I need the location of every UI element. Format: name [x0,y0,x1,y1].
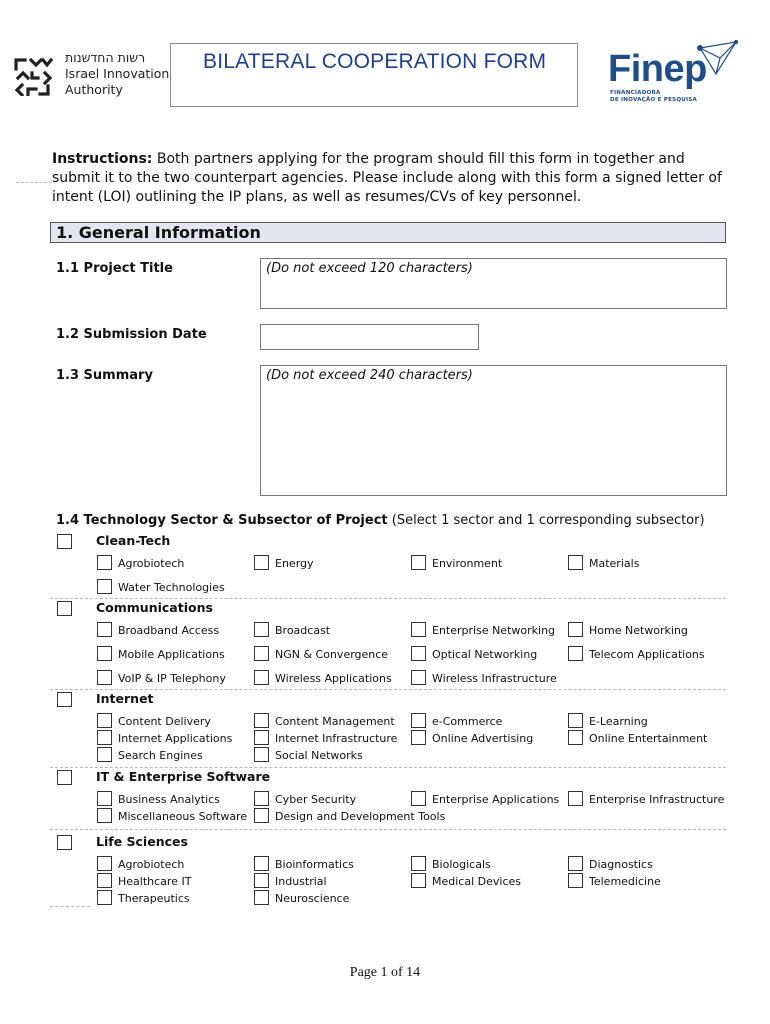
subsector-checkbox[interactable] [97,747,112,762]
subsector-label: Wireless Infrastructure [432,672,557,685]
subsector-checkbox[interactable] [97,713,112,728]
subsector-checkbox[interactable] [411,713,426,728]
page-number: Page 1 of 14 [349,965,421,980]
section-1-title: 1. General Information [56,223,261,242]
subsector-checkbox[interactable] [254,791,269,806]
subsector-checkbox[interactable] [568,856,583,871]
subsector-label: Telemedicine [589,875,661,888]
subsector-label: Healthcare IT [118,875,192,888]
subsector-label: Water Technologies [118,581,225,594]
subsector-label: Search Engines [118,749,203,762]
subsector-checkbox[interactable] [411,730,426,745]
sector-divider [50,689,726,690]
iia-hebrew-name: רשות החדשנות [65,50,146,65]
subsector-checkbox[interactable] [254,873,269,888]
subsector-checkbox[interactable] [254,730,269,745]
subsector-checkbox[interactable] [97,555,112,570]
summary-input[interactable] [260,365,727,496]
sector-divider [50,767,726,768]
instructions-text: Both partners applying for the program should fill this form in together and submit it to the two counterpart agencies. Please include along with this form a signed letter of intent (LOI) outlining the IP plans, as well as resumes/CVs of key personnel. [52,151,722,205]
subsector-checkbox[interactable] [254,890,269,905]
subsector-label: Agrobiotech [118,858,185,871]
finep-subtitle [610,90,697,104]
subsector-label: E-Learning [589,715,648,728]
sector-label-communications: Communications [96,600,213,615]
sector-checkbox-life-sciences[interactable] [57,835,72,850]
subsector-checkbox[interactable] [568,555,583,570]
subsector-checkbox[interactable] [411,873,426,888]
finep-wordmark: Finep [608,48,707,90]
subsector-label: Content Management [275,715,395,728]
subsector-checkbox[interactable] [411,622,426,637]
subsector-checkbox[interactable] [97,670,112,685]
subsector-label: Internet Infrastructure [275,732,398,745]
subsector-checkbox[interactable] [411,555,426,570]
subsector-checkbox[interactable] [411,791,426,806]
subsector-label: Environment [432,557,503,570]
project-title-label: 1.1 Project Title [56,261,173,276]
subsector-checkbox[interactable] [97,730,112,745]
subsector-label: Materials [589,557,640,570]
subsector-label: e-Commerce [432,715,503,728]
subsector-label: Telecom Applications [589,648,705,661]
subsector-label: Enterprise Applications [432,793,560,806]
sector-label-life-sciences: Life Sciences [96,834,188,849]
subsector-checkbox[interactable] [254,713,269,728]
sector-label-it-enterprise-software: IT & Enterprise Software [96,769,271,784]
margin-dash [16,182,52,183]
tech-sector-note: (Select 1 sector and 1 corresponding subsector) [387,513,705,528]
subsector-label: Enterprise Networking [432,624,556,637]
sector-checkbox-internet[interactable] [57,692,72,707]
subsector-checkbox[interactable] [411,646,426,661]
subsector-checkbox[interactable] [411,670,426,685]
subsector-label: Diagnostics [589,858,653,871]
iia-logo-text [65,50,169,98]
subsector-checkbox[interactable] [411,856,426,871]
submission-date-label: 1.2 Submission Date [56,327,207,342]
subsector-label: Energy [275,557,314,570]
subsector-label: Home Networking [589,624,688,637]
subsector-label: Bioinformatics [275,858,354,871]
summary-label: 1.3 Summary [56,368,153,383]
sector-label-internet: Internet [96,691,154,706]
subsector-label: Business Analytics [118,793,220,806]
iia-name-line1: Israel Innovation [65,66,170,81]
subsector-checkbox[interactable] [254,747,269,762]
subsector-checkbox[interactable] [254,670,269,685]
subsector-label: Broadcast [275,624,331,637]
subsector-checkbox[interactable] [254,808,269,823]
iia-name-line2: Authority [65,82,123,97]
subsector-label: Online Advertising [432,732,534,745]
subsector-label: Wireless Applications [275,672,392,685]
tech-sector-label: 1.4 Technology Sector & Subsector of Project [56,513,388,528]
subsector-checkbox[interactable] [568,713,583,728]
subsector-checkbox[interactable] [97,622,112,637]
instructions-paragraph [52,150,732,207]
subsector-checkbox[interactable] [568,791,583,806]
subsector-checkbox[interactable] [97,579,112,594]
sector-divider [50,829,726,830]
subsector-label: Online Entertainment [589,732,708,745]
subsector-label: Mobile Applications [118,648,225,661]
subsector-checkbox[interactable] [568,646,583,661]
subsector-checkbox[interactable] [97,808,112,823]
subsector-label: Optical Networking [432,648,538,661]
subsector-label: Cyber Security [275,793,357,806]
subsector-label: Social Networks [275,749,363,762]
subsector-label: VoIP & IP Telephony [118,672,226,685]
finep-sub-line2: DE INOVAÇÃO E PESQUISA [610,97,698,103]
sector-divider [50,906,90,907]
subsector-checkbox[interactable] [254,856,269,871]
subsector-checkbox[interactable] [254,555,269,570]
iia-logo-mark-icon [14,56,54,96]
subsector-checkbox[interactable] [568,730,583,745]
project-title-hint: (Do not exceed 120 characters) [266,261,473,276]
sector-checkbox-communications[interactable] [57,601,72,616]
subsector-label: Design and Development Tools [275,810,446,823]
subsector-label: Neuroscience [275,892,350,905]
subsector-label: Internet Applications [118,732,233,745]
subsector-label: Agrobiotech [118,557,185,570]
subsector-checkbox[interactable] [568,873,583,888]
summary-hint: (Do not exceed 240 characters) [266,368,473,383]
submission-date-input[interactable] [260,324,479,350]
sector-checkbox-it-enterprise-software[interactable] [57,770,72,785]
tech-sector-heading [56,513,705,528]
subsector-label: Content Delivery [118,715,211,728]
subsector-checkbox[interactable] [97,856,112,871]
sector-divider [50,598,726,599]
subsector-checkbox[interactable] [97,890,112,905]
instructions-lead: Instructions: [52,151,153,167]
subsector-label: Broadband Access [118,624,220,637]
subsector-checkbox[interactable] [97,791,112,806]
subsector-checkbox[interactable] [97,873,112,888]
form-title: BILATERAL COOPERATION FORM [203,50,547,73]
sector-checkbox-clean-tech[interactable] [57,534,72,549]
subsector-checkbox[interactable] [97,646,112,661]
subsector-checkbox[interactable] [254,622,269,637]
subsector-label: Miscellaneous Software [118,810,248,823]
subsector-label: Industrial [275,875,327,888]
subsector-label: Medical Devices [432,875,521,888]
subsector-label: Biologicals [432,858,491,871]
subsector-label: NGN & Convergence [275,648,389,661]
subsector-label: Therapeutics [118,892,190,905]
subsector-label: Enterprise Infrastructure [589,793,725,806]
finep-sub-line1: FINANCIADORA [610,90,661,96]
subsector-checkbox[interactable] [568,622,583,637]
sector-label-clean-tech: Clean-Tech [96,533,171,548]
subsector-checkbox[interactable] [254,646,269,661]
